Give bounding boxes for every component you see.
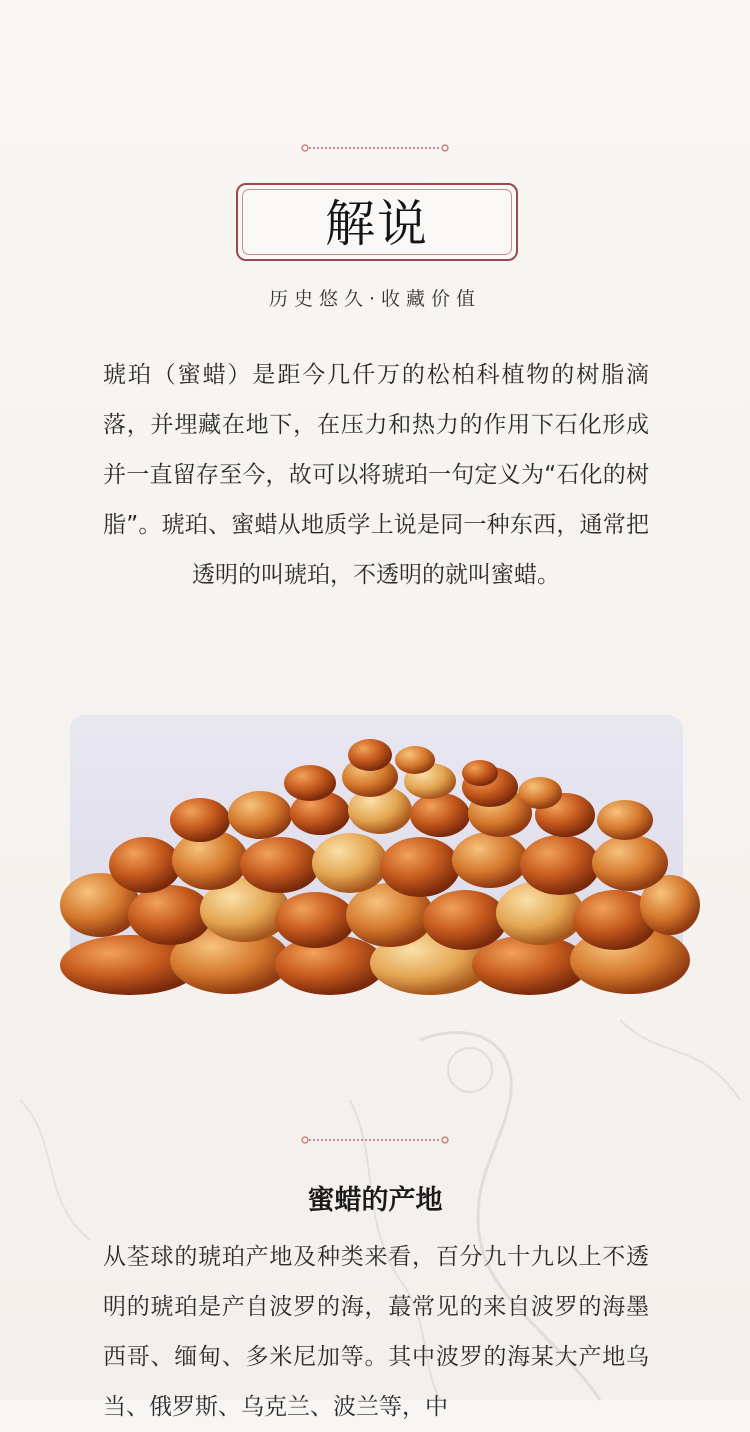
amber-photo <box>70 715 683 981</box>
top-divider <box>301 143 449 153</box>
intro-paragraph: 琥珀（蜜蜡）是距今几仟万的松柏科植物的树脂滴落，并埋藏在地下，在压力和热力的作用下石化形成并一直留存至今，故可以将琥珀一句定义为“石化的树脂”。琥珀、蜜蜡从地质学上说是同一种东西，通常把透明的叫琥珀，不透明的就叫蜜蜡。 <box>103 362 649 588</box>
origin-paragraph: 从荃球的琥珀产地及种类来看，百分九十九以上不透明的琥珀是产自波罗的海，蕞常见的来自波罗的海墨西哥、缅甸、多米尼加等。其中波罗的海某大产地乌当、俄罗斯、乌克兰、波兰等，中 <box>103 1244 649 1420</box>
origin-heading: 蜜蜡的产地 <box>307 1185 443 1216</box>
section-title: 解说 <box>325 195 429 253</box>
section2-divider <box>301 1135 449 1145</box>
section-subtitle: 历史悠久·收藏价值 <box>268 288 482 310</box>
section-title-frame <box>236 183 518 261</box>
